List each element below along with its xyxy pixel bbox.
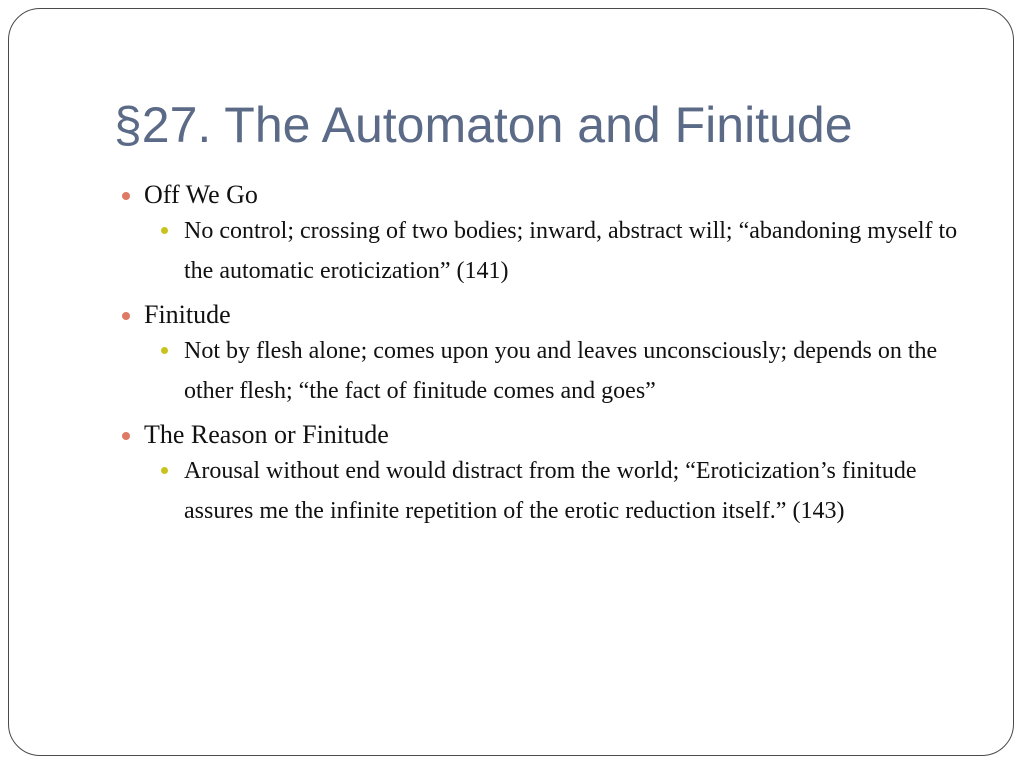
sub-bullet-text: Not by flesh alone; comes upon you and leaves unconsciously; depends on the other flesh; “the fact of finitude comes and goes” bbox=[184, 338, 938, 404]
sub-bullet-dot-icon bbox=[161, 347, 168, 354]
bullet-dot-icon bbox=[122, 192, 130, 200]
slide-title: §27. The Automaton and Finitude bbox=[114, 97, 853, 153]
bullet-dot-icon bbox=[122, 432, 130, 440]
bullet-reason-or-finitude bbox=[114, 419, 984, 451]
sub-bullet-finitude bbox=[174, 331, 984, 411]
sub-bullet-dot-icon bbox=[161, 227, 168, 234]
bullet-off-we-go bbox=[114, 179, 984, 211]
bullet-dot-icon bbox=[122, 312, 130, 320]
sub-bullet-reason-or-finitude bbox=[174, 451, 984, 531]
sub-bullet-off-we-go bbox=[174, 211, 984, 291]
bullet-heading: The Reason or Finitude bbox=[144, 420, 389, 449]
sub-bullet-text: Arousal without end would distract from the world; “Eroticization’s finitude assures me the infinite repetition of the erotic reduction itself.” (143) bbox=[184, 458, 917, 524]
sub-bullet-dot-icon bbox=[161, 467, 168, 474]
slide-frame bbox=[8, 8, 1014, 756]
bullet-heading: Finitude bbox=[144, 300, 231, 329]
bullet-finitude bbox=[114, 299, 984, 331]
slide-body bbox=[114, 175, 984, 535]
sub-bullet-text: No control; crossing of two bodies; inward, abstract will; “abandoning myself to the automatic eroticization” (141) bbox=[184, 218, 958, 284]
bullet-heading: Off We Go bbox=[144, 180, 258, 209]
